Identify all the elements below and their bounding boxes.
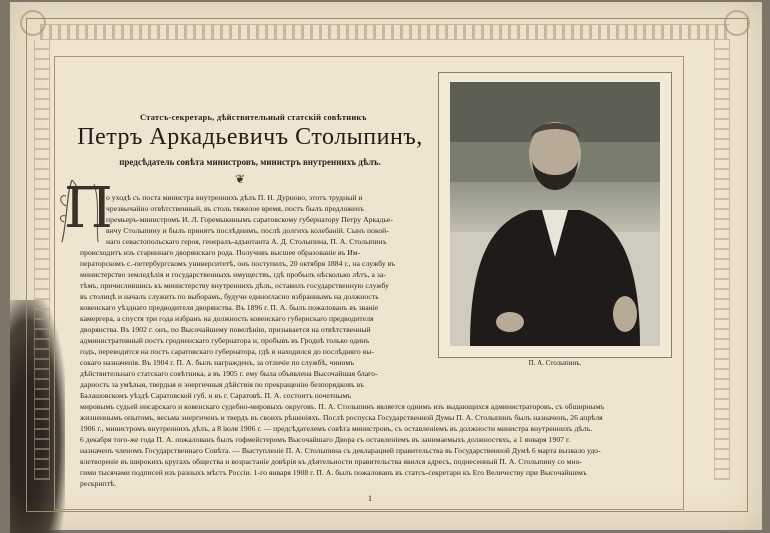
text-line: дворянства. Въ 1902 г. онъ, по Высочайшему повелѣнію, призывается на отвѣтственный [80, 325, 371, 334]
text-line: происходитъ изъ стариннаго дворянскаго рода. Получивъ высшее образованіе въ Им- [80, 248, 361, 257]
text-line: мировымъ судьей инсарскаго и ковенскаго судебно-мировыхъ округовъ. П. А. Столыпинъ является однимъ изъ выдающихся администраторовъ, съ обширнымъ [80, 402, 605, 411]
text-line: Балашовскомъ уѣздѣ Саратовской губ. и въ г. Саратовѣ. П. А. состоитъ почетнымъ [80, 391, 352, 400]
text-line: годъ, переводится на постъ саратовскаго губернатора, гдѣ и находился до послѣдняго вы- [80, 347, 375, 356]
text-line: премьеръ-министромъ И. Л. Горемыкинымъ саратовскому губернатору Петру Аркадье- [106, 215, 393, 224]
text-line: рескриптѣ. [80, 479, 117, 488]
page-number: 1 [368, 494, 372, 503]
text-line: тѣмъ, причислившись къ министерству внутреннихъ дѣлъ, оставилъ государственную службу [80, 281, 390, 290]
text-line: жизненнымъ опытомъ, весьма энергиченъ и твердъ въ своихъ рѣшеніяхъ. Послѣ роспуска Государственной Думы П. А. Столыпинъ былъ назначенъ, 26 апрѣля [80, 413, 603, 422]
text-line: влетвореніе въ широкихъ кругахъ общества и возрастаніе довѣрія къ дѣятельности правительства явился адресъ, поднесенный П. А. Столыпину со мно- [80, 457, 583, 466]
fleuron-icon: ❦ [235, 172, 246, 186]
page-title: Петръ Аркадьевичъ Столыпинъ, [77, 124, 423, 150]
title-kicker: Статсъ-секретарь, дѣйствительный статскій совѣтникъ [140, 112, 367, 122]
text-line: ковенскаго уѣзднаго предводителя дворянства. Въ 1896 г. П. А. былъ пожалованъ въ званіе [80, 303, 379, 312]
text-line: камергера, а спустя три года избранъ на должность ковенскаго губернскаго предводителя [80, 314, 374, 323]
portrait-illustration [450, 82, 660, 346]
text-line: вичу Столыпину и былъ принятъ послѣднимъ, послѣ долгихъ колебаній. Сынъ покой- [106, 226, 389, 235]
subtitle: предсѣдатель совѣта министровъ, министръ внутреннихъ дѣлъ. [119, 157, 381, 167]
text-line: 6 декабря того-же года П. А. пожалованъ былъ гофмейстеромъ Высочайшаго Двора съ оставленіемъ въ занимаемыхъ должностяхъ, а 1 января 1907 г. [80, 435, 571, 444]
photo-caption: П. А. Столыпинъ. [528, 359, 582, 367]
text-line: административный постъ гродненскаго губернатора и, пробывъ въ Гроднѣ только одинъ [80, 336, 370, 345]
text-line: чрезвычайно отвѣтственный, въ столь тяжелое время, постъ былъ предложенъ [106, 204, 364, 213]
text-line: министерство земледѣлія и государственныхъ имуществъ, гдѣ пробылъ нѣсколько лѣтъ, а за- [80, 270, 386, 279]
text-line: ператорскомъ с.-петербургскомъ университетѣ, онъ поступилъ, 20 октября 1884 г., на службу въ [80, 259, 396, 268]
drop-cap: П [64, 176, 113, 241]
text-line: назначенъ членомъ Государственнаго Совѣта. — Выступленіе П. А. Столыпина съ декларацией правительства въ Государственной Думѣ 6 марта вызвало удо- [80, 446, 601, 455]
text-line: гими тысячами подписей изъ разныхъ мѣстъ Россіи. 1-го января 1908 г. П. А. былъ пожалованъ въ статсъ-секретари къ Его Величеству при Высочайшемъ [80, 468, 587, 477]
text-line: 1906 г., министромъ внутреннихъ дѣлъ, а 8 іюля 1906 г. — предсѣдателемъ совѣта министровъ, съ оставленіемъ въ должности министра внутреннихъ дѣлъ. [80, 424, 593, 433]
text-line: сокаго назначенія. Въ 1904 г. П. А. былъ награжденъ, за отличіе по службѣ, чиномъ [80, 358, 355, 367]
text-line: о уходѣ съ поста министра внутреннихъ дѣлъ П. Н. Дурново, этотъ трудный и [106, 193, 363, 202]
portrait-photo [450, 82, 660, 346]
text-line: дарность за умѣлыя, твердыя и энергичныя дѣйствія по прекращенію безпорядковъ въ [80, 380, 365, 389]
text-line: въ столицѣ и началъ служить по выборамъ, будучи единогласно избраннымъ на должность [80, 292, 379, 301]
text-line: дѣйствительнаго статскаго совѣтника, а въ 1905 г. ему была объявлена Высочайшая благо- [80, 369, 378, 378]
text-line: наго севастопольскаго героя, генералъ-адъютанта А. Д. Столыпина, П. А. Столыпинъ [106, 237, 387, 246]
